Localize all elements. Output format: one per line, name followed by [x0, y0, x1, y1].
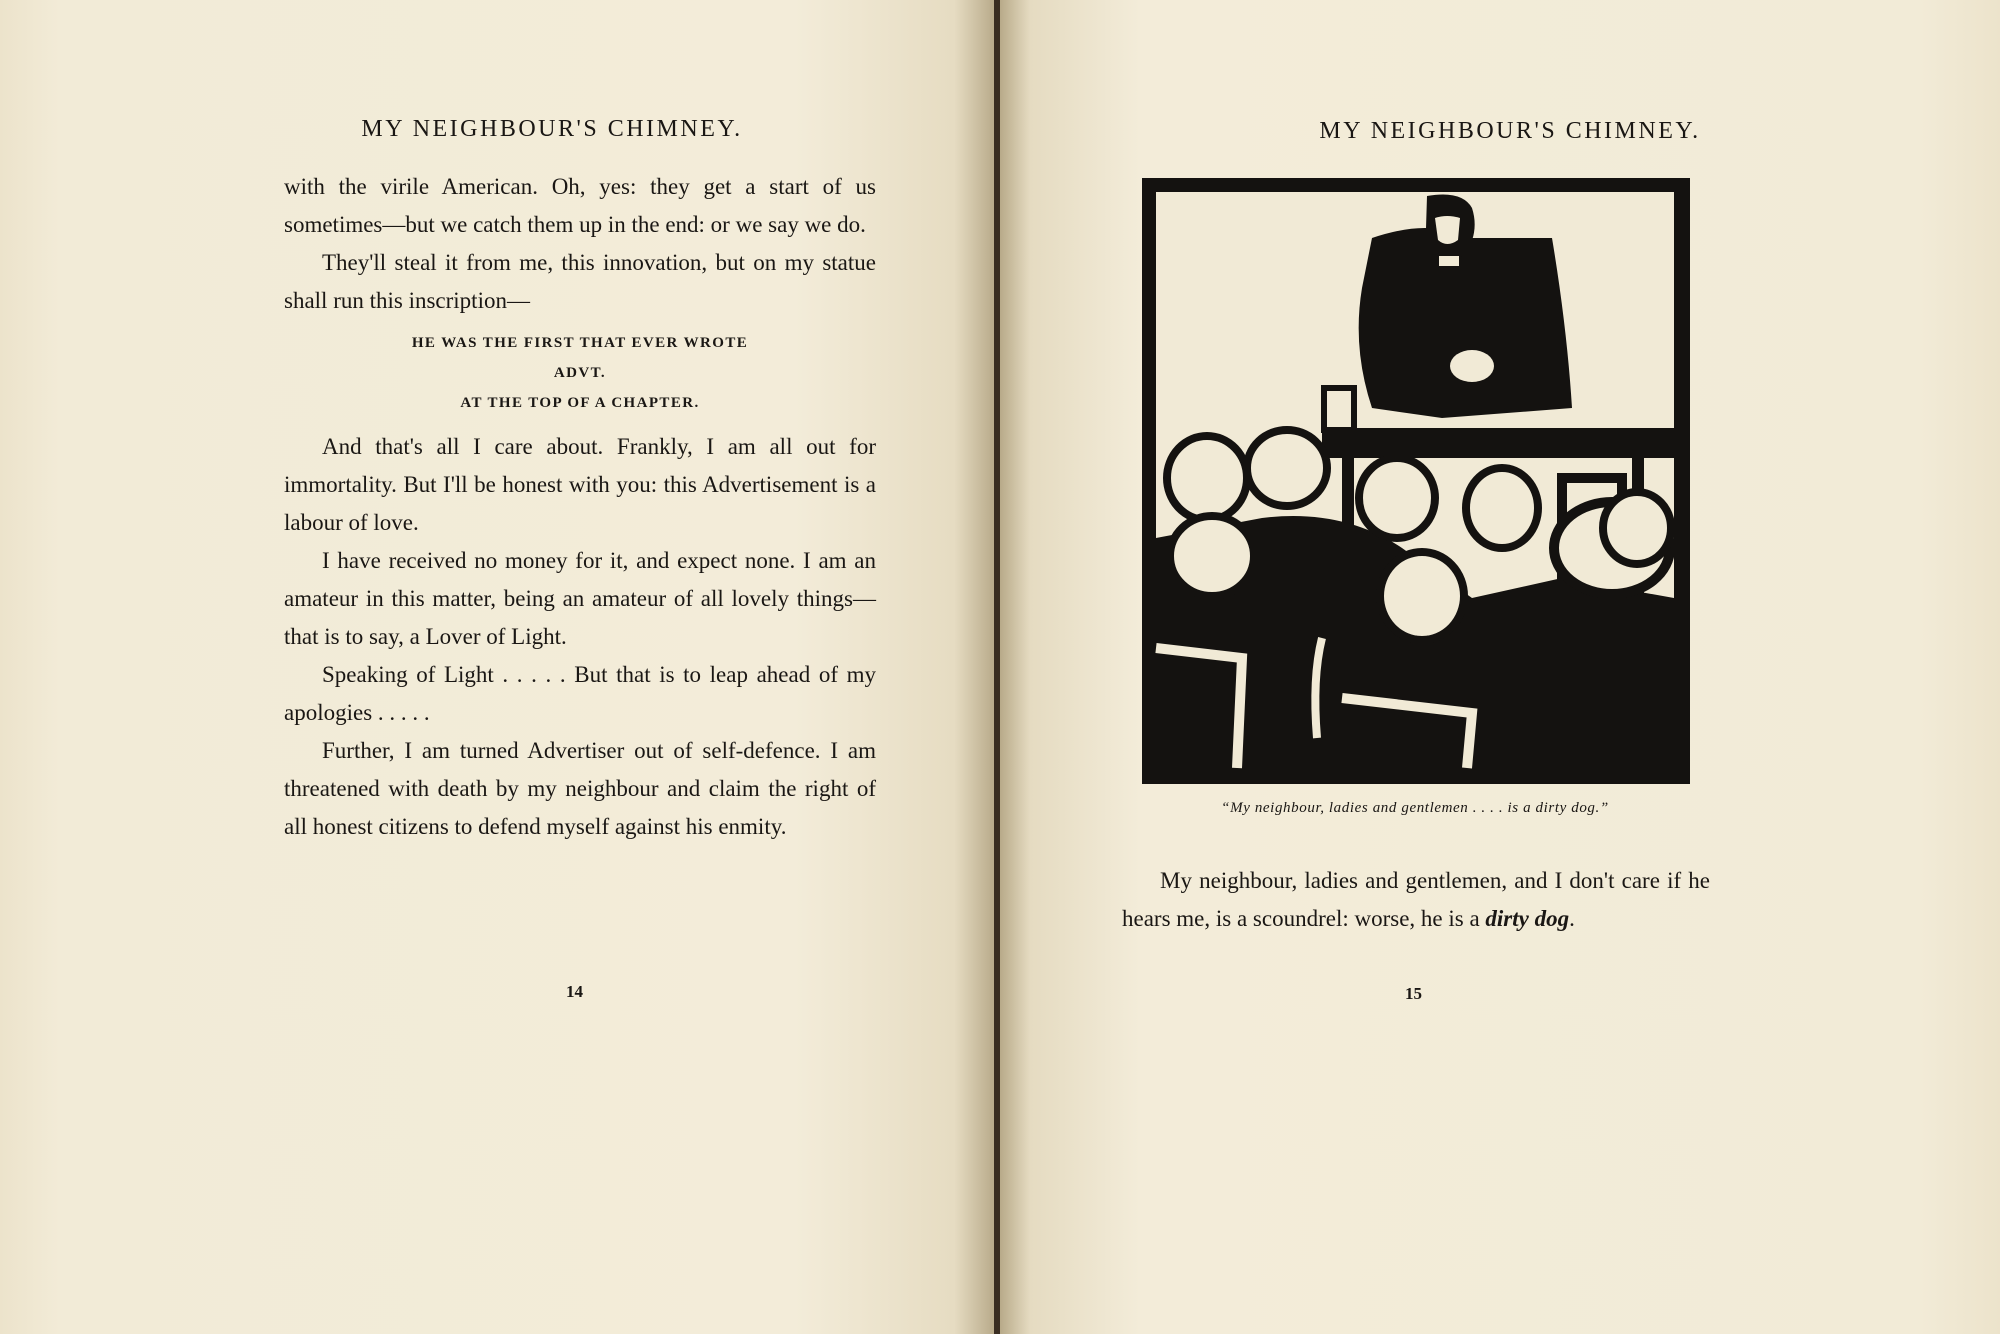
paragraph: I have received no money for it, and expect none. I am an amateur in this matter, being an amateur of all lovely things—that is to say, a Lover of Light. [284, 548, 876, 649]
right-running-head: MY NEIGHBOUR'S CHIMNEY. [1319, 118, 1701, 144]
inscription-line: ADVT. [553, 365, 607, 381]
inscription-line: HE WAS THE FIRST THAT EVER WROTE [411, 335, 749, 351]
left-page-number: 14 [566, 982, 583, 1001]
left-body-text [284, 168, 876, 846]
paragraph: with the virile American. Oh, yes: they get a start of us sometimes—but we catch them up in the end: or we say we do. [284, 174, 876, 237]
paragraph-emphasis: dirty dog [1485, 906, 1570, 931]
woodcut-illustration [1142, 178, 1690, 784]
paragraph-end: . [1569, 906, 1575, 931]
illustration-caption: “My neighbour, ladies and gentlemen . . . . is a dirty dog.” [1221, 800, 1609, 816]
left-page [0, 0, 994, 1334]
left-running-head: MY NEIGHBOUR'S CHIMNEY. [361, 116, 743, 142]
paragraph: Further, I am turned Advertiser out of self-defence. I am threatened with death by my neighbour and claim the right of all honest citizens to defend myself against his enmity. [284, 738, 876, 839]
right-page-number: 15 [1405, 984, 1422, 1003]
paragraph: They'll steal it from me, this innovation, but on my statue shall run this inscription— [284, 250, 876, 313]
paragraph: And that's all I care about. Frankly, I am all out for immortality. But I'll be honest with you: this Advertisement is a labour of love. [284, 434, 876, 535]
paragraph-start: My neighbour, ladies and gentlemen, and I don't care if he hears me, is a scoundrel: worse, he is a [1122, 868, 1710, 931]
right-page [1000, 0, 2000, 1334]
inscription [284, 328, 876, 418]
inscription-line: AT THE TOP OF A CHAPTER. [460, 395, 700, 411]
right-body-text [1122, 862, 1710, 938]
paragraph [1122, 862, 1710, 938]
paragraph: Speaking of Light . . . . . But that is to leap ahead of my apologies . . . . . [284, 662, 876, 725]
